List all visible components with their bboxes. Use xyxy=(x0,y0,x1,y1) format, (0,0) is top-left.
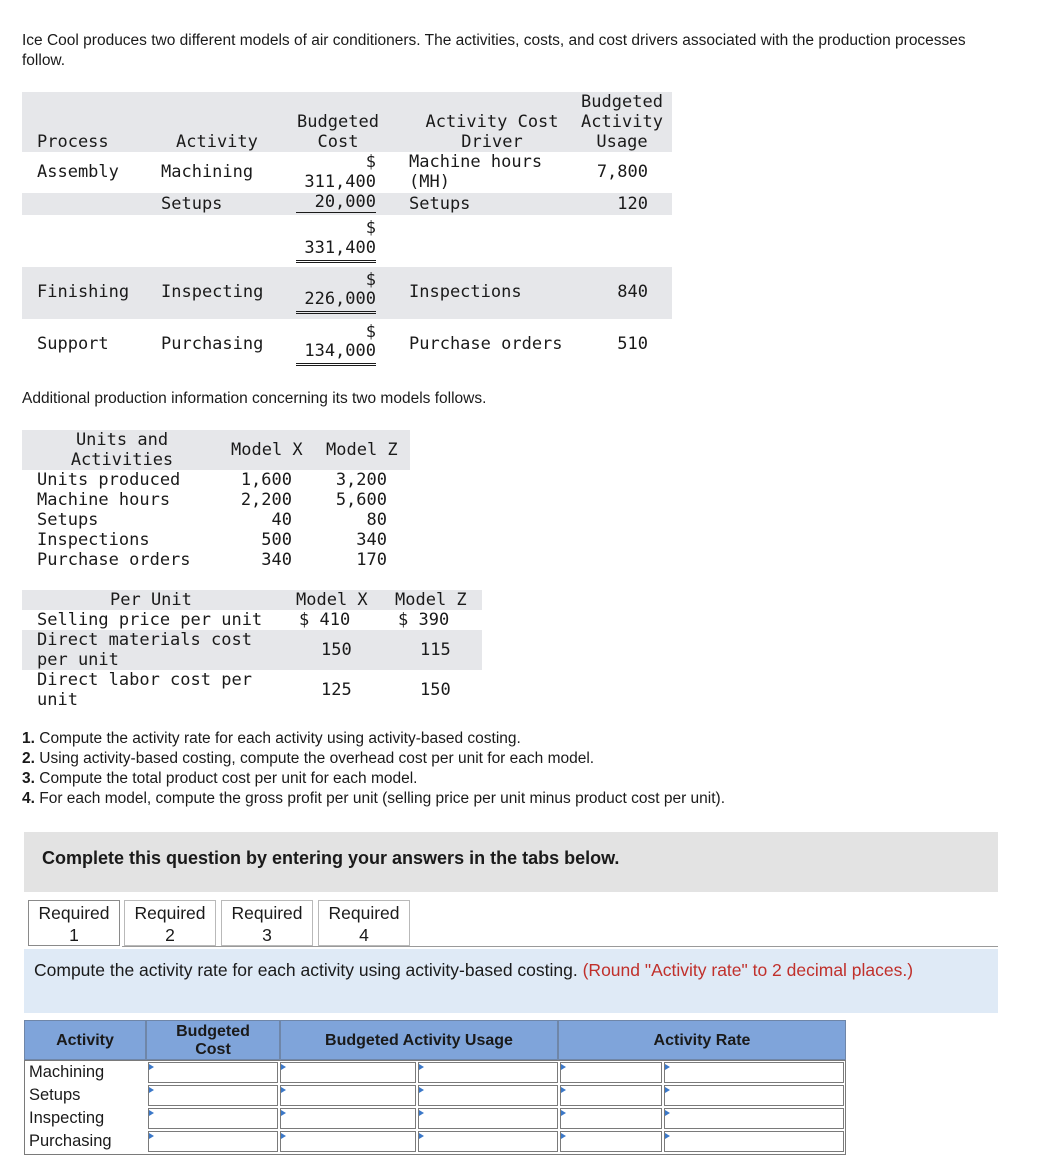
additional-info-text: Additional production information concerning its two models follows. xyxy=(22,390,487,407)
activity-rate-input[interactable] xyxy=(664,1131,844,1152)
activity-rate-input[interactable] xyxy=(664,1108,844,1129)
activity-purchasing: Purchasing xyxy=(161,334,264,354)
cost-setups-underline xyxy=(296,190,376,213)
cost-purchasing: 134,000 xyxy=(304,341,376,361)
header-process: Process xyxy=(37,132,109,152)
cost-sign: $ xyxy=(365,152,376,172)
table2-x-value: 500 xyxy=(261,530,292,550)
table2-label: Inspections xyxy=(37,530,150,550)
usage-setups: 120 xyxy=(617,194,648,214)
table3-x-value: $ 410 xyxy=(299,610,351,630)
cost-inspecting-underline xyxy=(296,289,376,314)
table3-label: Direct materials cost per unit xyxy=(37,630,252,670)
question-item: 3. Compute the total product cost per unit for each model. xyxy=(22,770,418,787)
activity-inspecting: Inspecting xyxy=(161,282,264,302)
table2-header: Units and Activities xyxy=(70,430,174,470)
budgeted-usage-input[interactable] xyxy=(280,1062,416,1083)
activity-rate-input[interactable] xyxy=(560,1108,662,1129)
table3-col-z: Model Z xyxy=(395,590,467,610)
cost-sign-inspecting: $ xyxy=(365,270,376,290)
instructions-banner xyxy=(24,832,998,892)
activity-rate-input[interactable] xyxy=(664,1062,844,1083)
header-activity-driver: Activity Cost Driver xyxy=(425,112,559,152)
table2-x-value: 1,600 xyxy=(240,470,292,490)
budgeted-cost-input[interactable] xyxy=(148,1085,278,1106)
usage-inspecting: 840 xyxy=(617,282,648,302)
usage-purchasing: 510 xyxy=(617,334,648,354)
process-support: Support xyxy=(37,334,109,354)
question-item: 2. Using activity-based costing, compute the overhead cost per unit for each model. xyxy=(22,750,595,767)
tab-required-2[interactable]: Required 2 xyxy=(124,900,216,946)
table2-z-value: 5,600 xyxy=(335,490,387,510)
cost-purchasing-underline xyxy=(296,341,376,366)
table2-z-value: 170 xyxy=(356,550,387,570)
answer-header-activity: Activity xyxy=(24,1020,146,1060)
header-activity: Activity xyxy=(176,132,258,152)
activity-rate-input[interactable] xyxy=(560,1062,662,1083)
subtotal-sign: $ xyxy=(365,218,376,238)
question-item: 4. For each model, compute the gross profit per unit (selling price per unit minus product cost per unit). xyxy=(22,790,726,807)
cost-sign-purchasing: $ xyxy=(365,322,376,342)
activity-machining: Machining xyxy=(161,162,254,182)
table3-label: Direct labor cost per unit xyxy=(37,670,252,710)
budgeted-usage-input[interactable] xyxy=(280,1085,416,1106)
table3-z-value: $ 390 xyxy=(398,610,450,630)
header-budgeted-usage: Budgeted Activity Usage xyxy=(581,92,663,152)
answer-row-label: Machining xyxy=(29,1063,105,1081)
budgeted-usage-input[interactable] xyxy=(418,1131,558,1152)
answer-row-label: Purchasing xyxy=(29,1132,112,1150)
tab-divider xyxy=(122,946,998,947)
cost-machining: 311,400 xyxy=(304,172,376,192)
answer-header-budgeted-usage: Budgeted Activity Usage xyxy=(280,1020,558,1060)
table3-header: Per Unit xyxy=(110,590,192,610)
questions-list xyxy=(22,729,1002,809)
activity-rate-input[interactable] xyxy=(664,1085,844,1106)
rounding-note: (Round "Activity rate" to 2 decimal places.) xyxy=(582,960,914,980)
answer-header-activity-rate: Activity Rate xyxy=(558,1020,846,1060)
table3-label: Selling price per unit xyxy=(37,610,263,630)
intro-text: Ice Cool produces two different models of air conditioners. The activities, costs, and cost drivers associated with the production processes follow. xyxy=(22,32,966,69)
table2-z-value: 340 xyxy=(356,530,387,550)
budgeted-usage-input[interactable] xyxy=(418,1085,558,1106)
header-budgeted-cost: Budgeted Cost xyxy=(297,112,379,152)
table2-x-value: 340 xyxy=(261,550,292,570)
usage-machining: 7,800 xyxy=(596,162,648,182)
question-item: 1. Compute the activity rate for each activity using activity-based costing. xyxy=(22,730,521,747)
table3-col-x: Model X xyxy=(296,590,368,610)
table3-x-value: 150 xyxy=(321,640,352,660)
budgeted-usage-input[interactable] xyxy=(418,1062,558,1083)
budgeted-cost-input[interactable] xyxy=(148,1108,278,1129)
driver-setups: Setups xyxy=(409,194,471,214)
budgeted-cost-input[interactable] xyxy=(148,1131,278,1152)
answer-row-label: Setups xyxy=(29,1086,81,1104)
table3-x-value: 125 xyxy=(321,680,352,700)
table3-z-value: 115 xyxy=(420,640,451,660)
budgeted-usage-input[interactable] xyxy=(418,1108,558,1129)
budgeted-usage-input[interactable] xyxy=(280,1108,416,1129)
table2-label: Purchase orders xyxy=(37,550,191,570)
table2-x-value: 40 xyxy=(271,510,292,530)
table2-x-value: 2,200 xyxy=(240,490,292,510)
driver-inspections: Inspections xyxy=(409,282,522,302)
tab-required-3[interactable]: Required 3 xyxy=(221,900,313,946)
budgeted-cost-input[interactable] xyxy=(148,1062,278,1083)
activity-rate-input[interactable] xyxy=(560,1131,662,1152)
table2-label: Units produced xyxy=(37,470,181,490)
activity-setups: Setups xyxy=(161,194,223,214)
subtotal-assembly: 331,400 xyxy=(304,238,376,258)
cost-inspecting: 226,000 xyxy=(304,289,376,309)
activity-rate-input[interactable] xyxy=(560,1085,662,1106)
table2-label: Machine hours xyxy=(37,490,171,510)
table2-label: Setups xyxy=(37,510,99,530)
budgeted-usage-input[interactable] xyxy=(280,1131,416,1152)
instruction-panel xyxy=(24,949,998,1013)
process-assembly: Assembly xyxy=(37,162,119,182)
table3-z-value: 150 xyxy=(420,680,451,700)
table2-z-value: 3,200 xyxy=(335,470,387,490)
driver-purchase-orders: Purchase orders xyxy=(409,334,563,354)
tab-required-1[interactable]: Required 1 xyxy=(28,900,120,946)
banner-text: Complete this question by entering your answers in the tabs below. xyxy=(42,848,620,868)
answer-header-budgeted-cost: Budgeted Cost xyxy=(146,1020,280,1060)
tab-required-4[interactable]: Required 4 xyxy=(318,900,410,946)
instruction-text: Compute the activity rate for each activity using activity-based costing. xyxy=(34,960,578,980)
answer-row-label: Inspecting xyxy=(29,1109,105,1127)
table2-col-z: Model Z xyxy=(326,440,398,460)
table2-col-x: Model X xyxy=(231,440,303,460)
driver-machine-hours: Machine hours (MH) xyxy=(409,152,543,192)
table2-z-value: 80 xyxy=(366,510,387,530)
cost-setups: 20,000 xyxy=(314,192,376,212)
subtotal-underline xyxy=(296,238,376,263)
process-finishing: Finishing xyxy=(37,282,130,302)
